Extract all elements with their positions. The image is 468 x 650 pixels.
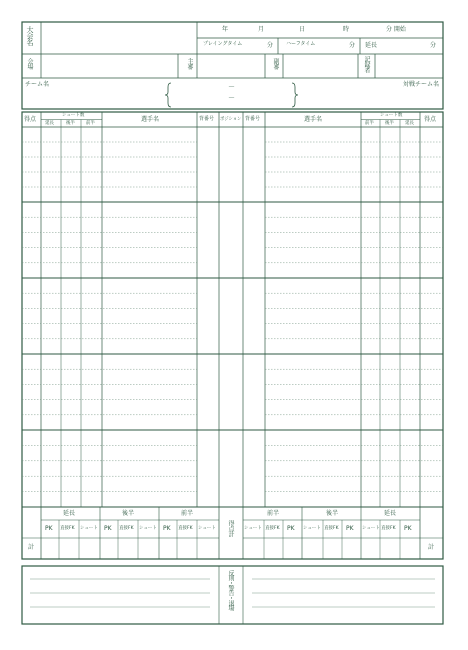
totals-ext-right: 延長 (384, 510, 397, 517)
totals-first-right: 前半 (267, 510, 280, 517)
totals-shot-5: シュート (303, 526, 321, 531)
player-name-header-left: 選手名 (141, 116, 160, 123)
totals-pk-2: PK (104, 525, 112, 532)
totals-pk-6: PK (404, 525, 412, 532)
totals-fk-4: 直接FK (265, 526, 280, 531)
recorder-label: 記録者 (363, 56, 370, 73)
playing-time-minute: 分 (267, 42, 274, 49)
playing-time-label: プレイングタイム (203, 41, 243, 47)
second-half-header-right: 後半 (385, 121, 394, 126)
total-label-right: 計 (428, 544, 435, 551)
totals-fk-5: 直接FK (324, 526, 339, 531)
assistant-label: 副審 (272, 58, 279, 69)
totals-second-left: 後半 (122, 510, 135, 517)
venue-label: 会場 (26, 58, 33, 69)
day-label: 日 (299, 26, 306, 33)
score-header-right: 得点 (424, 116, 437, 123)
score-total-label: 得点計 (227, 520, 234, 537)
number-header-left: 背番号 (199, 116, 215, 122)
totals-fk-2: 直接FK (119, 526, 134, 531)
hour-label: 時 (343, 26, 350, 33)
half-time-minute: 分 (349, 42, 356, 49)
totals-shot-6: シュート (362, 526, 380, 531)
totals-shot-4: シュート (244, 526, 262, 531)
first-half-header-right: 前半 (365, 121, 374, 126)
totals-shot-2: シュート (139, 526, 157, 531)
score-header-left: 得点 (24, 116, 37, 123)
totals-fk-1: 直接FK (60, 526, 75, 531)
totals-fk-3: 直接FK (178, 526, 193, 531)
month-label: 月 (258, 26, 265, 33)
opponent-label: 対戦チーム名 (403, 81, 440, 88)
total-label-left: 計 (28, 544, 35, 551)
totals-second-right: 後半 (326, 510, 339, 517)
totals-pk-5: PK (346, 525, 354, 532)
totals-fk-6: 直接FK (381, 526, 396, 531)
score-dash-bottom: － (228, 94, 235, 102)
shots-header-left: シュート数 (62, 113, 85, 118)
extension-label: 延長 (365, 42, 378, 49)
score-dash-top: － (228, 83, 235, 91)
extension-minute: 分 (430, 42, 437, 49)
totals-first-left: 前半 (181, 510, 194, 517)
year-label: 年 (222, 26, 229, 33)
fouls-label: 反則・警告・退場 (227, 570, 234, 610)
second-half-header-left: 後半 (66, 121, 75, 126)
team-label: チーム名 (25, 81, 50, 88)
totals-pk-3: PK (163, 525, 171, 532)
number-header-right: 背番号 (245, 116, 261, 122)
totals-ext-left: 延長 (63, 510, 76, 517)
totals-pk-1: PK (45, 525, 53, 532)
tournament-label: 大会名 (26, 26, 34, 46)
referee-label: 主審 (186, 58, 193, 69)
player-name-header-right: 選手名 (304, 116, 323, 123)
first-half-header-left: 前半 (86, 121, 95, 126)
totals-pk-4: PK (287, 525, 295, 532)
ext-header-right: 延長 (405, 121, 414, 126)
totals-shot-3: シュート (198, 526, 216, 531)
position-header: ポジション (220, 117, 242, 122)
shots-header-right: シュート数 (380, 113, 403, 118)
minute-start-label: 分 開始 (386, 26, 406, 33)
ext-header-left: 延長 (45, 121, 54, 126)
half-time-label: ハーフタイム (286, 41, 316, 47)
totals-shot-1: シュート (80, 526, 98, 531)
